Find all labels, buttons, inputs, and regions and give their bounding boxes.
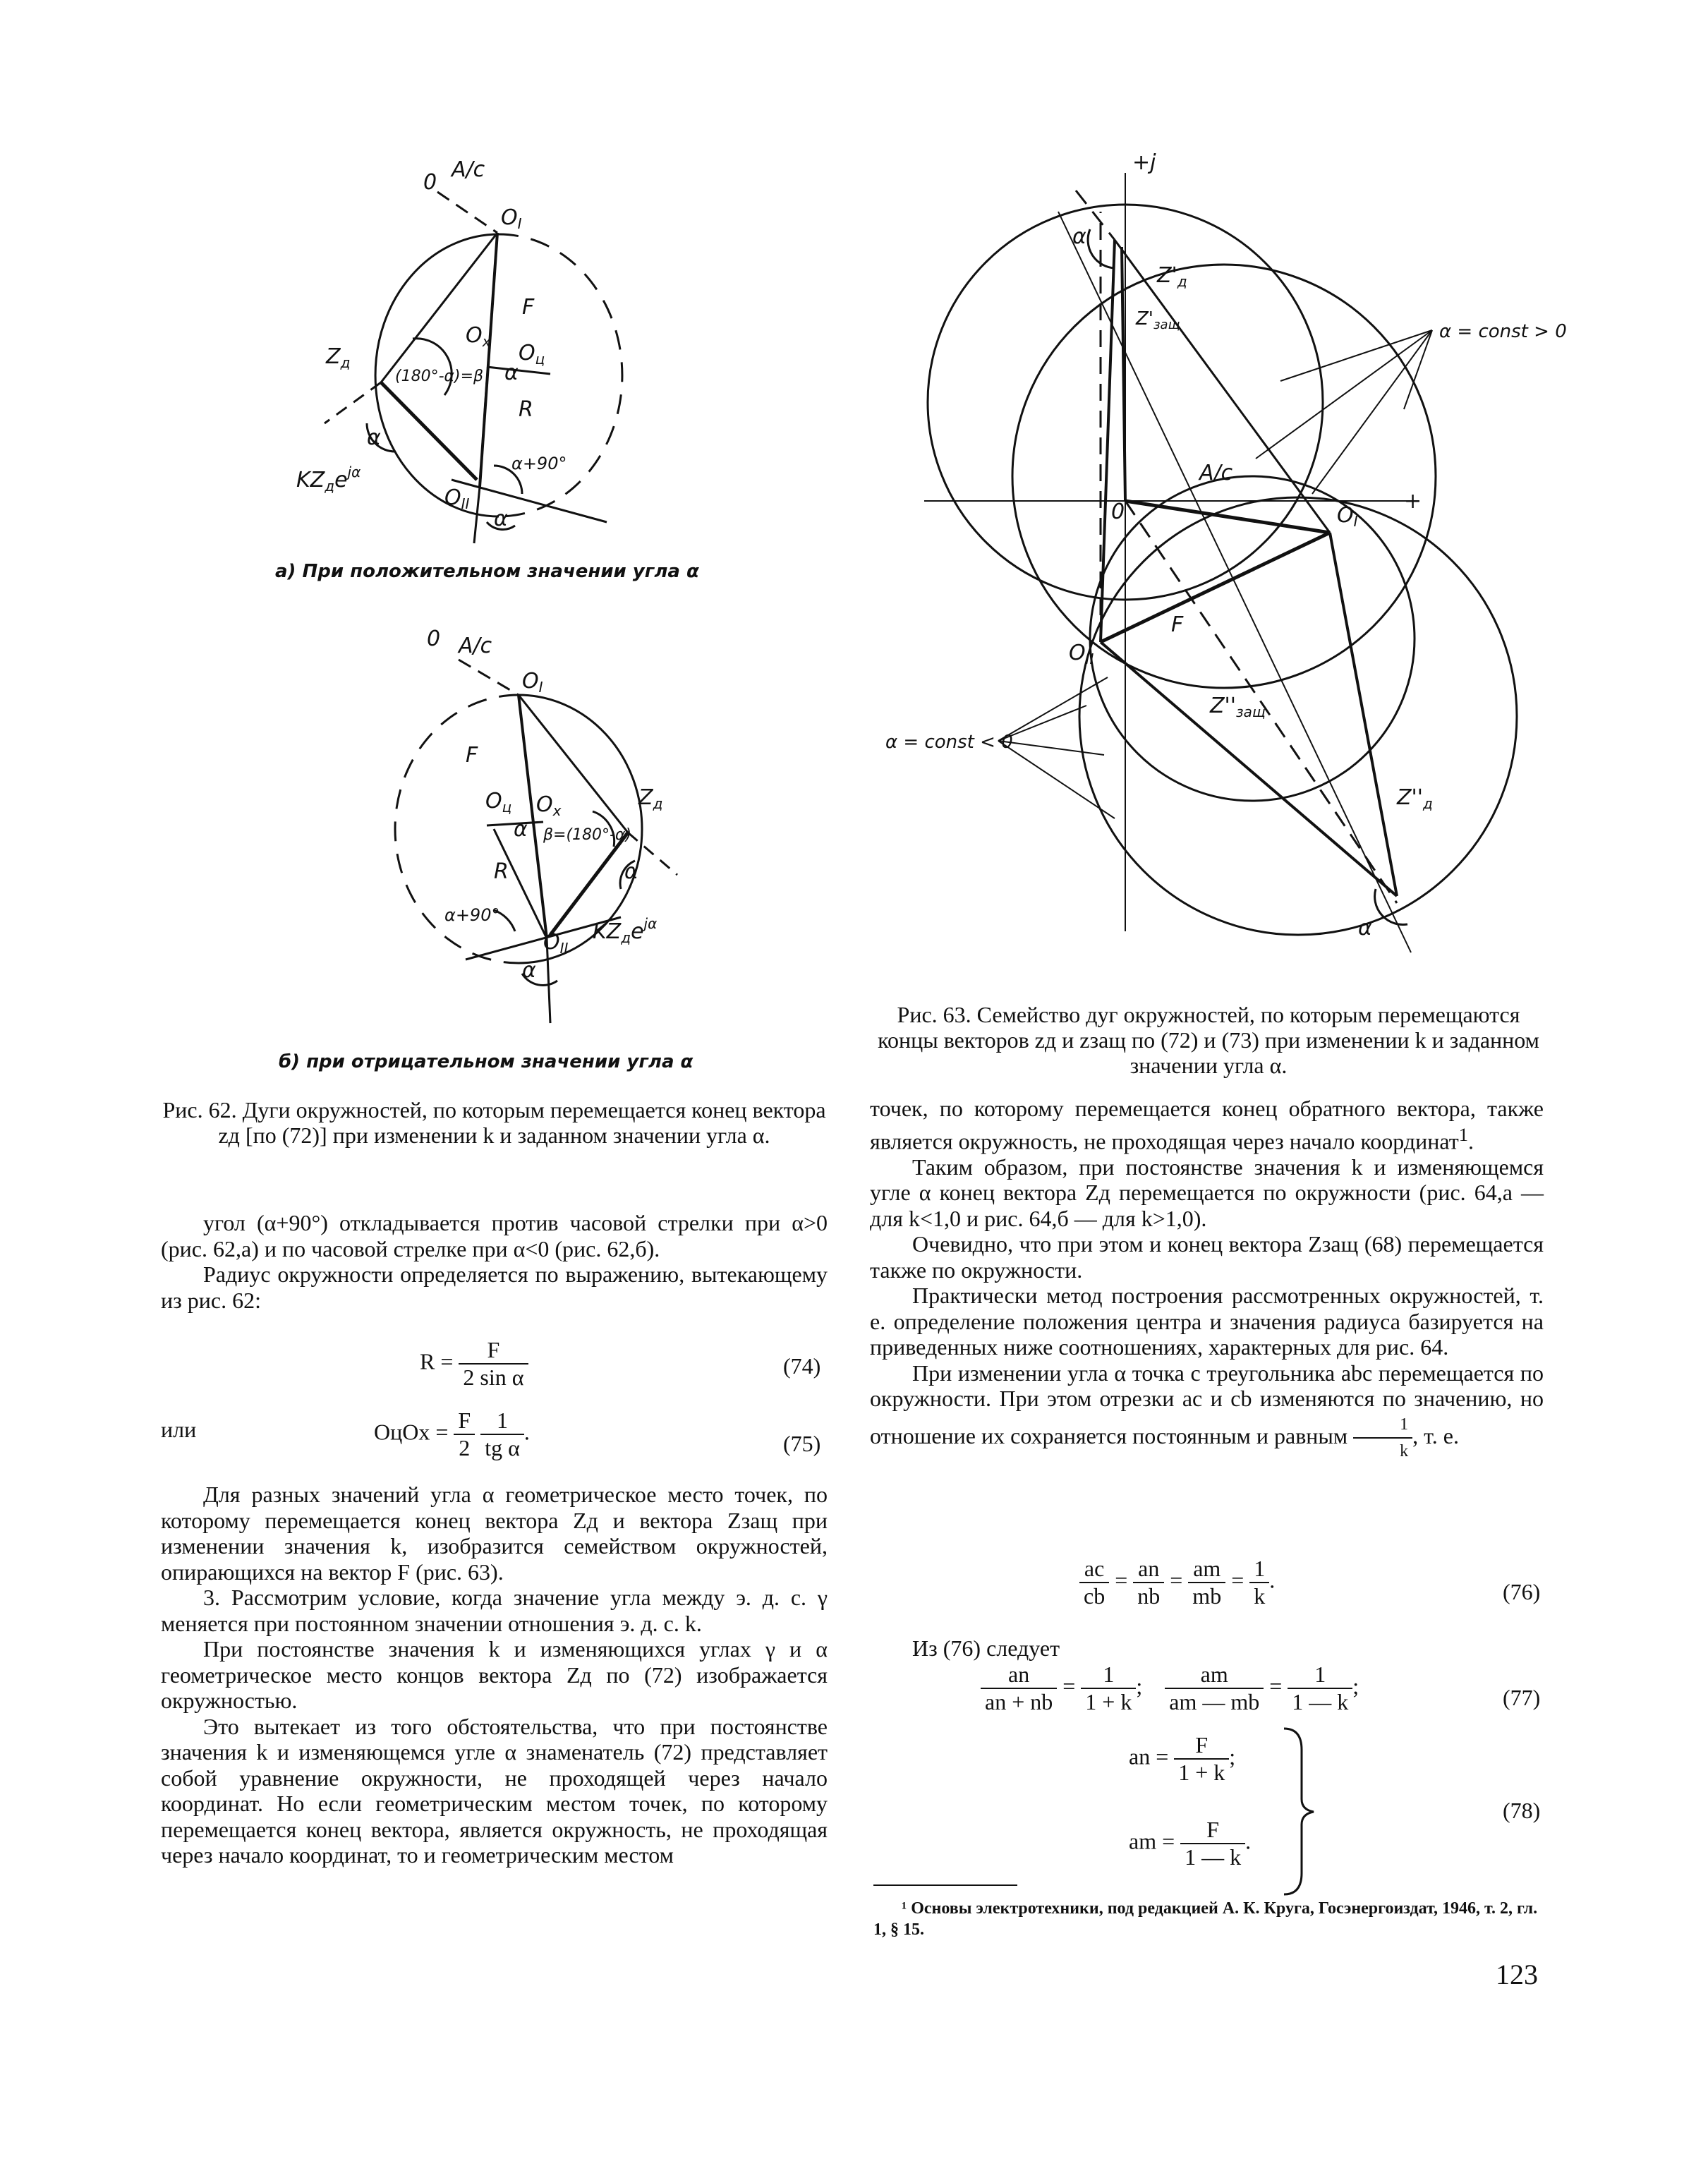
eq74-lhs: R = xyxy=(420,1348,454,1374)
fig62a-subcaption: а) При положительном значении угла α xyxy=(275,561,699,582)
eq78-frac1: $\frac{F}{1 + k}$ xyxy=(1174,1732,1229,1786)
fig62a-label-r: R xyxy=(519,397,533,422)
right-paragraph-5: При изменении угла α точка c треугольника abc перемещается по окружности. При этом отрезки ac и cb изменяются по значению, но отношение их сохраняется постоянным и равным $\frac{1}{k}$ , т. е. xyxy=(870,1360,1544,1465)
equation-77-number: (77) xyxy=(1503,1685,1541,1710)
eq75-num1: F xyxy=(454,1408,475,1435)
fig62b-label-beta: β=(180°-α) xyxy=(543,826,632,844)
fig63-label-zd1: $Z'_д$ xyxy=(1157,263,1187,290)
left-paragraph-6: Это вытекает из того обстоятельства, что при постоянстве значения k и изменяющемся угле α знаменатель (72) представляет собой уравнение окружности, не проходящей через начало координат. Но если геометрическим местом точек, по которому перемещается конец вектора, является окружность, не проходящая через начало координат, то и геометрическим местом xyxy=(161,1713,828,1868)
fig62a-label-alpha: α xyxy=(504,361,519,385)
from-76: Из (76) следует xyxy=(912,1635,1060,1661)
fig62b-label-f: F xyxy=(466,743,478,768)
fig62b-subcaption: б) при отрицательном значении угла α xyxy=(279,1051,694,1072)
fig62a-label-kz: $KZ_дe^{j\alpha}$ xyxy=(296,464,361,495)
fig62b-label-kz: $KZ_дe^{j\alpha}$ xyxy=(593,915,658,946)
fig62a-label-beta: (180°-α)=β xyxy=(395,368,484,385)
fig63-label-const-neg: α = const < 0 xyxy=(885,732,1013,753)
eq75-lhs: OцOx = xyxy=(374,1419,449,1445)
caption-fig63: Рис. 63. Семейство дуг окружностей, по которым перемещаются концы векторов zд и zзащ по (72) и (73) при изменении k и заданном значении угла α. xyxy=(878,1002,1539,1078)
fig63-label-ac: A/c xyxy=(1199,461,1233,485)
equation-76: $\frac{ac}{cb}$ = $\frac{an}{nb}$ = $\frac{am}{mb}$ = $\frac{1}{k}$ . xyxy=(1079,1556,1275,1609)
footnote-marker: 1 xyxy=(1458,1123,1469,1145)
equation-78-line1: an = $\frac{F}{1 + k}$ ; xyxy=(1129,1732,1236,1785)
equation-75-number: (75) xyxy=(783,1431,821,1456)
fig62b-label-o2: $O_{II}$ xyxy=(543,930,569,957)
eq76-frac1: $\frac{ac}{cb}$ xyxy=(1079,1556,1109,1609)
fig62b-label-a90: α+90° xyxy=(444,905,500,925)
fig63-label-zero: 0 xyxy=(1111,500,1125,524)
eq75-den2: tg α xyxy=(485,1435,520,1460)
eq76-frac2: $\frac{an}{nb}$ xyxy=(1133,1556,1164,1609)
equation-76-number: (76) xyxy=(1503,1579,1541,1604)
fig63-label-plus: + xyxy=(1404,489,1422,514)
fig62a-label-a90: α+90° xyxy=(511,454,567,473)
fig63-label-zd2: $Z''_д$ xyxy=(1397,785,1433,812)
fig62a-label-o: 0 xyxy=(423,170,437,195)
right-paragraph-4: Практически метод построения рассмотренных окружностей, т. е. определение положения центра и значения радиуса базируется на приведенных ниже соотношениях, характерных для рис. 64. xyxy=(870,1283,1544,1360)
fig62a-label-o2: $O_{II}$ xyxy=(444,485,470,512)
eq77-frac2: $\frac{1}{1 + k}$ xyxy=(1081,1662,1136,1715)
left-paragraph-1: угол (α+90°) откладывается против часовой стрелки при α>0 (рис. 62,а) и по часовой стрелке при α<0 (рис. 62,б). xyxy=(161,1210,828,1262)
left-paragraph-5: При постоянстве значения k и изменяющихся углах γ и α геометрическое место концов вектора Zд по (72) изображается окружностью. xyxy=(161,1636,828,1713)
p5-frac: $\frac{1}{k}$ xyxy=(1353,1412,1412,1465)
fig63-label-alpha-top: α xyxy=(1072,224,1086,249)
equation-78-line2: am = $\frac{F}{1 — k}$ . xyxy=(1129,1817,1252,1870)
fig62b-label-alpha: α xyxy=(514,817,528,842)
equation-74-number: (74) xyxy=(783,1353,821,1379)
eq74-num: F xyxy=(459,1337,528,1365)
right-paragraph-1: точек, по которому перемещается конец обратного вектора, также является окружность, не проходящая через начало координат$^1$. xyxy=(870,1096,1544,1154)
left-paragraph-3: Для разных значений угла α геометрическое место точек, по которому перемещается конец вектора Zд и вектора Zзащ при изменении значения k, изобразится семейством окружностей, опирающихся на вектор F (рис. 63). xyxy=(161,1482,828,1585)
right-paragraph-3: Очевидно, что при этом и конец вектора Zзащ (68) перемещается также по окружности. xyxy=(870,1231,1544,1283)
fig63-label-f: F xyxy=(1171,612,1184,637)
page-number: 123 xyxy=(1496,1959,1538,1990)
left-paragraph-2: Радиус окружности определяется по выражению, вытекающему из рис. 62: xyxy=(161,1262,828,1313)
right-paragraph-2: Таким образом, при постоянстве значения k и изменяющемся угле α конец вектора Zд перемещается по окружности (рис. 64,а — для k<1,0 и рис. 64,б — для k>1,0). xyxy=(870,1154,1544,1231)
equation-77: $\frac{an}{an + nb}$ = $\frac{1}{1 + k}$ ; $\frac{am}{am — mb}$ = $\frac{1}{1 — k}$ ; xyxy=(981,1662,1359,1715)
fig63-label-zz2: $Z''_{защ}$ xyxy=(1210,694,1266,720)
eq77-frac4: $\frac{1}{1 — k}$ xyxy=(1288,1662,1352,1715)
footnote: ¹ Основы электротехники, под редакцией А. К. Круга, Госэнергоиздат, 1946, т. 2, гл. 1, § 15. xyxy=(873,1899,1538,1939)
fig62b-label-ac: A/c xyxy=(459,634,492,658)
eq75-tail: . xyxy=(523,1419,530,1445)
fig62b-label-ox: $O_x$ xyxy=(536,792,562,819)
fig62a-label-oc: $O_ц$ xyxy=(519,341,545,368)
fig62a-label-o1: $O_I$ xyxy=(501,205,522,232)
fig63-label-alpha-bottom: α xyxy=(1358,916,1372,940)
eq74-den: 2 sin α xyxy=(463,1365,524,1390)
fig62a-label-ac: A/c xyxy=(452,157,485,182)
eq76-frac4: $\frac{1}{k}$ xyxy=(1249,1556,1269,1609)
eq75-den1: 2 xyxy=(459,1435,471,1460)
eq76-frac3: $\frac{am}{mb}$ xyxy=(1188,1556,1225,1609)
eq77-frac1: $\frac{an}{an + nb}$ xyxy=(981,1662,1057,1715)
word-or: или xyxy=(161,1417,197,1442)
fig63-label-o1: $O_I$ xyxy=(1337,503,1358,530)
fig63-label-zz1: $Z'_{защ}$ xyxy=(1136,308,1180,332)
fig63-label-j: +j xyxy=(1132,150,1156,175)
fig62b-label-oc: $O_ц$ xyxy=(485,789,512,816)
left-paragraph-4: 3. Рассмотрим условие, когда значение угла между э. д. с. γ меняется при постоянном значении отношения э. д. с. k. xyxy=(161,1585,828,1636)
fig63-label-o2: $O_{II}$ xyxy=(1069,641,1094,667)
fig62b-label-alpha3: α xyxy=(522,958,536,983)
eq77-frac3: $\frac{am}{am — mb}$ xyxy=(1165,1662,1264,1715)
fig62a-label-ox: $O_x$ xyxy=(466,323,491,350)
fig63-label-const-pos: α = const > 0 xyxy=(1439,321,1567,342)
fig62b-label-o: 0 xyxy=(427,627,441,651)
fig62a-label-alpha3: α xyxy=(494,507,508,531)
fig62b-label-r: R xyxy=(494,859,509,884)
fig62b-label-o1: $O_I$ xyxy=(522,669,543,696)
eq78-frac2: $\frac{F}{1 — k}$ xyxy=(1180,1817,1245,1870)
fig62a-label-f: F xyxy=(522,295,535,320)
fig62b-label-alpha2: α xyxy=(624,859,638,884)
fig62a-label-zd: $Z_д$ xyxy=(326,344,351,371)
fig62b-label-zd: $Z_д$ xyxy=(638,785,663,812)
eq75-num2: 1 xyxy=(480,1408,524,1435)
caption-fig62: Рис. 62. Дуги окружностей, по которым перемещается конец вектора zд [по (72)] при изменении k и заданном значении угла α. xyxy=(162,1097,826,1148)
equation-78-number: (78) xyxy=(1503,1798,1541,1823)
fig62a-label-alpha2: α xyxy=(367,425,381,450)
